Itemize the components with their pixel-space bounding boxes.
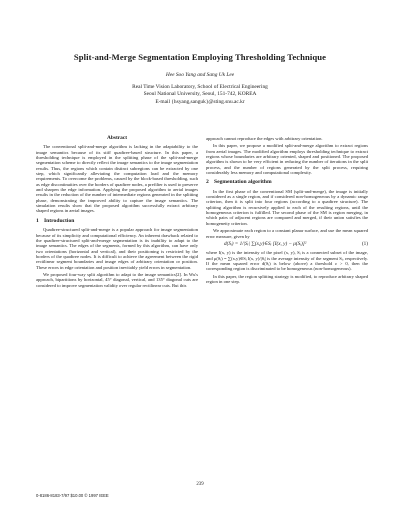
affiliation-line: Real Time Vision Laboratory, School of Electrical Engineering xyxy=(132,84,268,90)
paragraph: where I(x, y) is the intensity of the pixel (x, y), Sᵢ is a connected subset of the image, and μ(Sᵢ) = ∑(x,y)∈Sᵢ I(x, y)/|Sᵢ| is the average intensity of the segment Sᵢ, respectively. If the mean squared error d(Sᵢ) is below (above) a threshold ε > 0, then the corresponding region is discriminated to be homogeneous (non-homogeneous). xyxy=(206,250,368,272)
abstract-text: The conventional split-and-merge algorithm is lacking in the adaptability to the image semantics because of its stiff quadtree-based structure. In this paper, a thresholding technique is employed in the splitting phase of the split-and-merge segmentation scheme to directly reflect the image semantics to the image segmentation results. Thus, the regions which contain distinct subregions can be extracted by one step, which significantly alleviating the computation load and the memory requirements. To overcome the problems, caused by the block-based thresholding, such as edge discontinuities over the borders of quadtree nodes, a prefilter is used to preserve and sharpen the edge information. Applying the proposed algorithm to aerial images results in the reduction of the number of intermediate regions generated in the splitting phase, demonstrating the improved ability to capture the image semantics. The simulation results show that the proposed algorithm successfully extract arbitrary shaped regions in aerial images. xyxy=(36,144,198,214)
paragraph: In this paper, we propose a modified split-and-merge algorithm to extract regions from aerial images. The modified algorithm employs thresholding technique to extract regions whose boundaries are arbitrary oriented, shaped and positioned. The proposed algorithm is shown to be very efficient in reducing the number of iterations in the split process, and the number of regions generated by the split process, requiring considerably less memory and computational complexity. xyxy=(206,143,368,176)
equation-1 xyxy=(224,242,368,247)
paragraph: We approximate each region to a constant planar surface, and use the mean squared error measure, given by xyxy=(206,228,368,239)
paper-title: Split-and-Merge Segmentation Employing Thresholding Technique xyxy=(73,52,327,62)
paragraph: In this paper, the region splitting strategy is modified, to reproduce arbitrary shaped region in one step. xyxy=(206,273,368,284)
affiliation-block xyxy=(0,84,400,106)
right-column xyxy=(206,136,368,286)
section-number: 1 xyxy=(36,217,39,224)
section-heading-introduction xyxy=(36,219,198,224)
paragraph: In the first phase of the conventional SM (split-and-merge), the image is initially considered as a single region, and if considered non-homogeneous by a dynamic range criterion, then it is split into four regions (according to a quadtree structure). The splitting algorithm is recursively applied to each of the resulting regions, until the homogeneous criterion is fulfilled. The second phase of the SM is region merging, in which pairs of adjacent regions are compared and merged, if their union satisfies the homogeneity criterion. xyxy=(206,188,368,226)
equation-expression: d(Sᵢ) = 1/|Sᵢ| ∑(x,y)∈Sᵢ [I(x, y) − μ(Sᵢ)]² xyxy=(224,240,307,247)
section-title: Segmentation algorithm xyxy=(214,179,272,186)
section-title: Introduction xyxy=(44,217,75,224)
left-column xyxy=(36,136,198,290)
section-heading-segmentation xyxy=(206,180,368,185)
affiliation-line: Seoul National University, Seoul, 151-742, KOREA xyxy=(143,91,257,98)
section-number: 2 xyxy=(206,179,209,186)
paper-authors: Hee Soo Yang and Sang Uk Lee xyxy=(165,72,235,78)
paragraph: We proposed four-way split algorithm to adapt to the image semantics[2]. In Wu's approach, bipartitions by horizontal, 45° diagonal, vertical, and 135° diagonal cuts are considered to improve segmentation validity over regular rectilinear cuts. But this xyxy=(36,271,198,288)
publication-identifier: 0-8186-8183-7/97 $10.00 © 1997 IEEE xyxy=(36,493,109,498)
paragraph: approach cannot reproduce the edges with arbitrary orientation. xyxy=(206,136,323,141)
abstract-heading: Abstract xyxy=(106,135,128,141)
equation-number: (1) xyxy=(361,240,368,247)
affiliation-email: E-mail {hsyang,sanguk}@sting.snu.ac.kr xyxy=(155,98,245,105)
page-number: 239 xyxy=(196,482,204,487)
paragraph: Quadtree-structured split-and-merge is a popular approach for image segmentation because of its simplicity and computational efficiency. An inherent drawback related to the quadtree-structured split-and-merge segmentation is its inability to adapt to the image semantics. The edges of the segments, formed by this algorithm, can have only two orientations (horizontal and vertical), and their positioning is restricted by the borders of the quadtree nodes. It is difficult to achieve the agreement between the rigid rectilinear segment boundaries and image edges of arbitrary orientation or position. These errors in edge orientation and position inevitably yield errors in segmentation. xyxy=(36,227,198,270)
